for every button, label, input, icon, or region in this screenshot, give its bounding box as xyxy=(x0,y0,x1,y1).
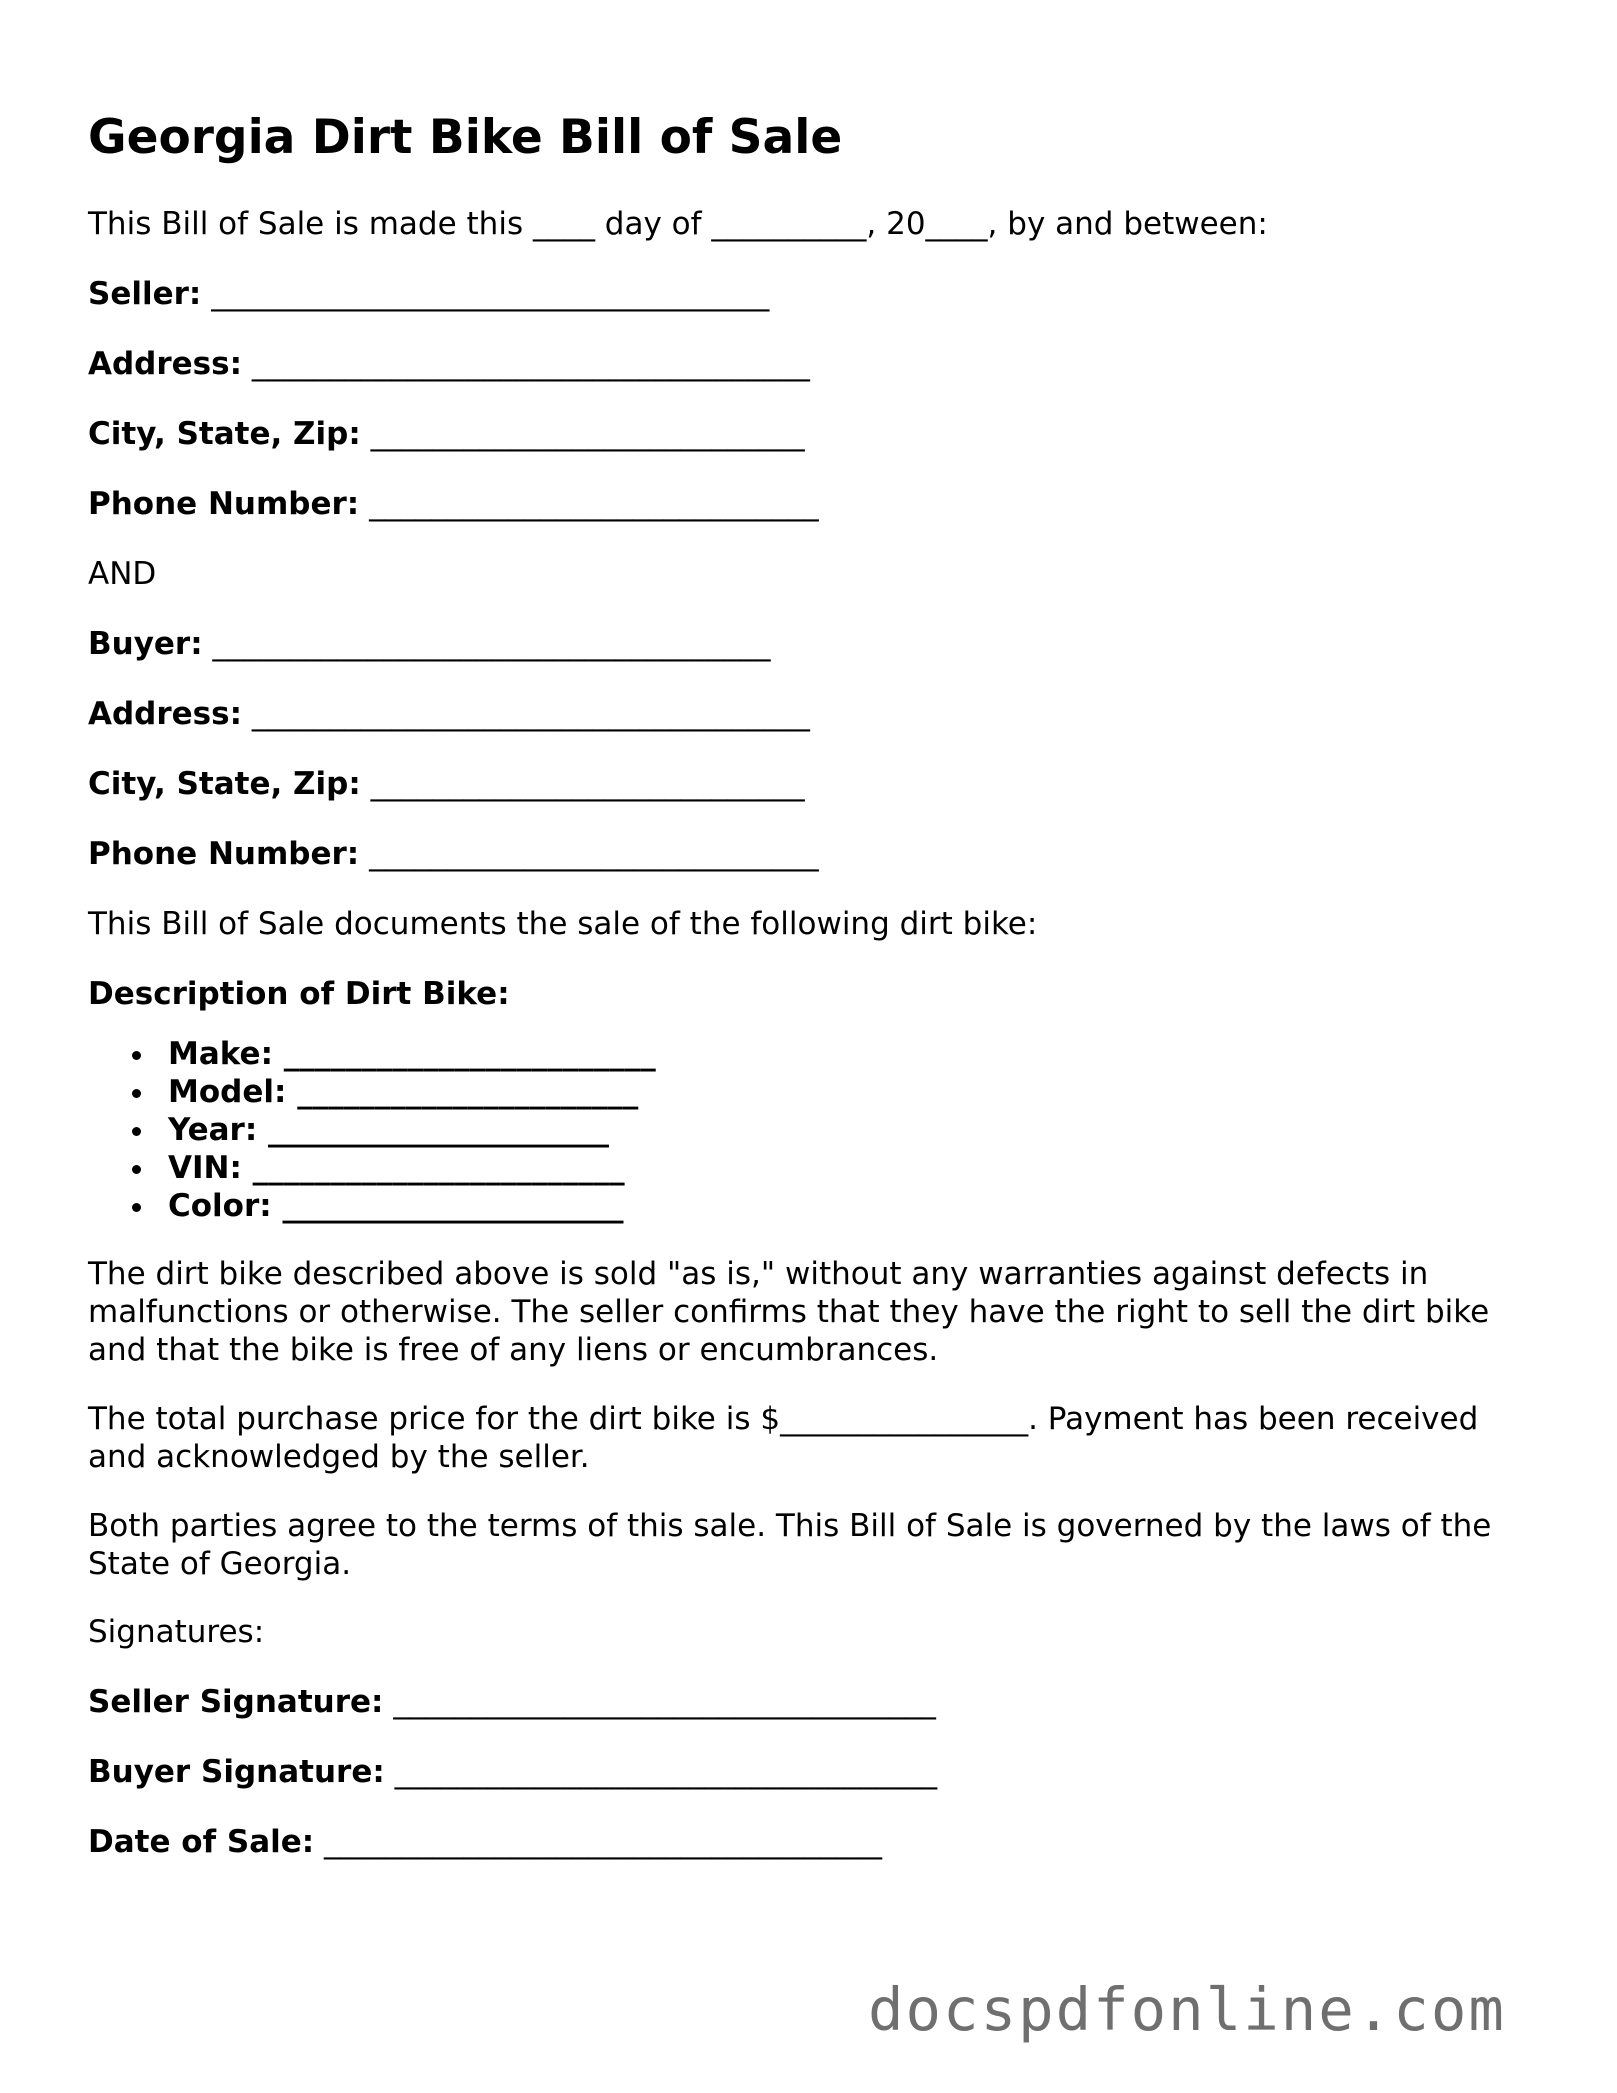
bike-vin-item[interactable] xyxy=(88,1149,656,1187)
bike-model-label: Model: xyxy=(168,1074,287,1110)
bullet-icon xyxy=(132,1203,141,1212)
and-separator: AND xyxy=(88,556,157,592)
buyer-address-blank[interactable]: ____________________________________ xyxy=(251,696,810,732)
buyer-phone-field[interactable] xyxy=(88,835,819,873)
bike-description-list xyxy=(88,1035,656,1225)
buyer-address-label: Address: xyxy=(88,696,242,732)
buyer-phone-label: Phone Number: xyxy=(88,836,360,872)
bike-vin-label: VIN: xyxy=(168,1150,242,1186)
seller-signature-label: Seller Signature: xyxy=(88,1684,384,1720)
documents-text: This Bill of Sale documents the sale of the following dirt bike: xyxy=(88,906,1038,942)
seller-phone-blank[interactable]: _____________________________ xyxy=(369,486,819,522)
buyer-city-label: City, State, Zip: xyxy=(88,766,361,802)
document-title: Georgia Dirt Bike Bill of Sale xyxy=(88,110,843,165)
seller-city-label: City, State, Zip: xyxy=(88,416,361,452)
signatures-heading: Signatures: xyxy=(88,1614,265,1650)
bike-color-item[interactable] xyxy=(88,1187,656,1225)
seller-city-blank[interactable]: ____________________________ xyxy=(370,416,805,452)
watermark-text: docspdfonline.com xyxy=(868,1975,1506,2044)
bullet-icon xyxy=(132,1127,141,1136)
buyer-signature-field[interactable] xyxy=(88,1753,937,1791)
bike-year-item[interactable] xyxy=(88,1111,656,1149)
bike-make-item[interactable] xyxy=(88,1035,656,1073)
seller-phone-field[interactable] xyxy=(88,485,819,523)
buyer-phone-blank[interactable]: _____________________________ xyxy=(369,836,819,872)
bike-vin-blank[interactable]: ________________________ xyxy=(252,1150,625,1186)
buyer-name-label: Buyer: xyxy=(88,626,203,662)
bullet-icon xyxy=(132,1051,141,1060)
bike-color-label: Color: xyxy=(168,1188,272,1224)
bullet-icon xyxy=(132,1089,141,1098)
date-of-sale-field[interactable] xyxy=(88,1823,882,1861)
bike-year-blank[interactable]: ______________________ xyxy=(268,1112,610,1148)
buyer-name-field[interactable] xyxy=(88,625,770,663)
buyer-city-field[interactable] xyxy=(88,765,805,803)
seller-address-label: Address: xyxy=(88,346,242,382)
buyer-address-field[interactable] xyxy=(88,695,810,733)
bullet-icon xyxy=(132,1165,141,1174)
seller-phone-label: Phone Number: xyxy=(88,486,360,522)
buyer-signature-blank[interactable]: ___________________________________ xyxy=(394,1754,938,1790)
seller-address-blank[interactable]: ____________________________________ xyxy=(251,346,810,382)
bike-color-blank[interactable]: ______________________ xyxy=(282,1188,624,1224)
seller-signature-blank[interactable]: ___________________________________ xyxy=(393,1684,936,1720)
date-of-sale-blank[interactable]: ____________________________________ xyxy=(324,1824,883,1860)
bike-make-blank[interactable]: ________________________ xyxy=(283,1036,656,1072)
seller-city-field[interactable] xyxy=(88,415,805,453)
buyer-signature-label: Buyer Signature: xyxy=(88,1754,385,1790)
seller-address-field[interactable] xyxy=(88,345,810,383)
terms-paragraph: Both parties agree to the terms of this sale. This Bill of Sale is governed by the laws of the State of Georgia. xyxy=(88,1508,1492,1582)
intro-text: This Bill of Sale is made this ____ day of __________, 20____, by and between: xyxy=(88,206,1268,242)
seller-name-field[interactable] xyxy=(88,275,769,313)
seller-signature-field[interactable] xyxy=(88,1683,936,1721)
buyer-name-blank[interactable]: ____________________________________ xyxy=(212,626,771,662)
seller-name-label: Seller: xyxy=(88,276,202,312)
seller-name-blank[interactable]: ____________________________________ xyxy=(211,276,770,312)
buyer-city-blank[interactable]: ____________________________ xyxy=(370,766,805,802)
bike-make-label: Make: xyxy=(168,1036,273,1072)
bike-model-blank[interactable]: ______________________ xyxy=(297,1074,639,1110)
as-is-paragraph: The dirt bike described above is sold "as is," without any warranties against defects in malfunctions or otherwise. The seller confirms that they have the right to sell the dirt bike and that the bike is free of any liens or encumbrances. xyxy=(88,1256,1490,1368)
date-of-sale-label: Date of Sale: xyxy=(88,1824,315,1860)
price-paragraph: The total purchase price for the dirt bike is $________________. Payment has been received and acknowledged by the seller. xyxy=(88,1401,1479,1475)
description-heading-text: Description of Dirt Bike: xyxy=(88,976,510,1012)
bike-model-item[interactable] xyxy=(88,1073,656,1111)
description-heading xyxy=(88,975,510,1013)
bike-year-label: Year: xyxy=(168,1112,258,1148)
